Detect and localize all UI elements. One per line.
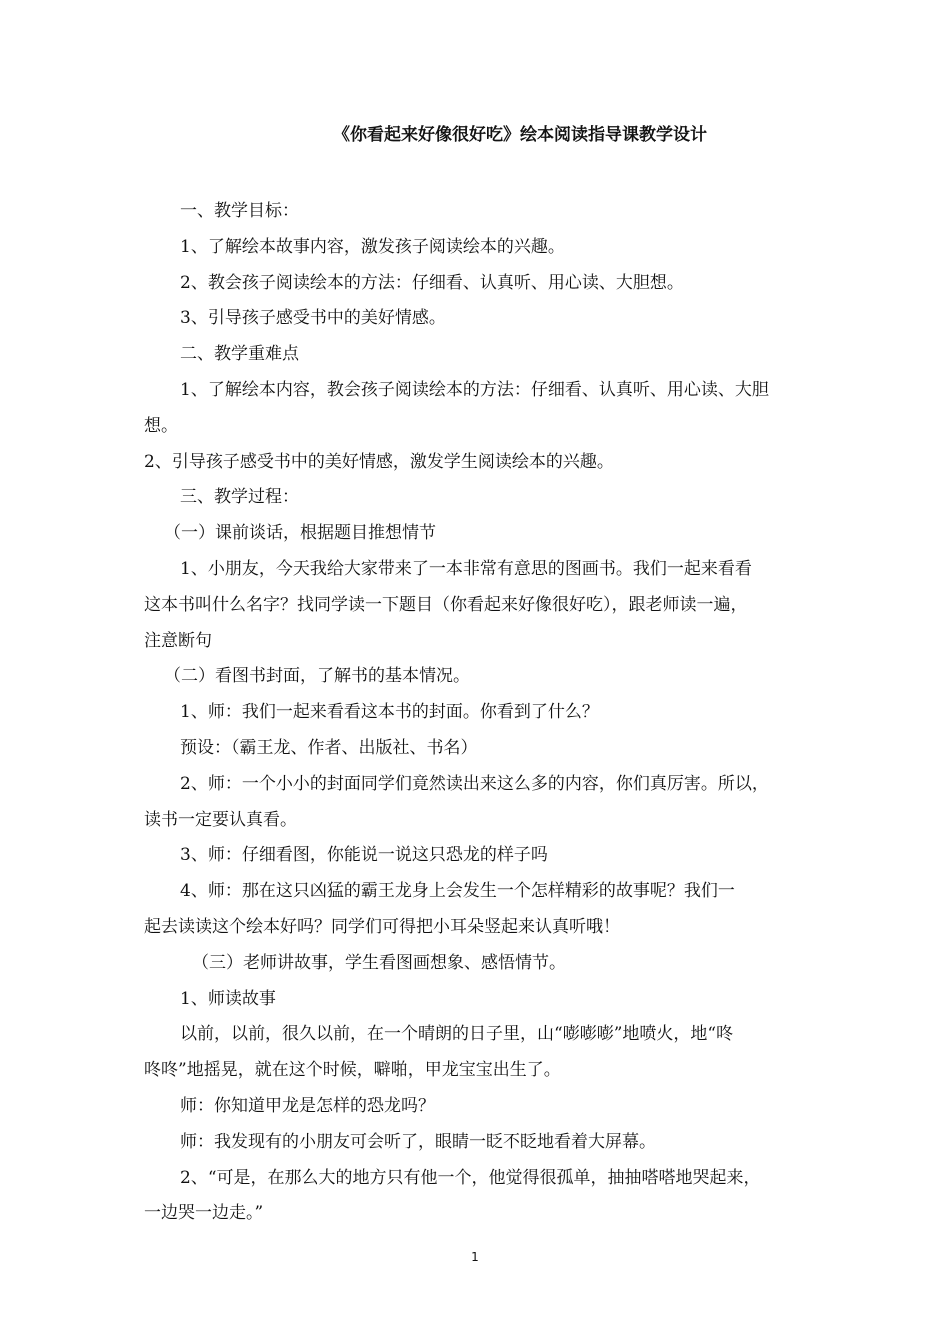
text-line: 1、师：我们一起来看看这本书的封面。你看到了什么？ [180,702,599,723]
text-line: 想。 [144,415,178,436]
text-line: 2、引导孩子感受书中的美好情感，激发学生阅读绘本的兴趣。 [144,451,614,472]
text-line: 咚咚”地摇晃，就在这个时候，噼啪，甲龙宝宝出生了。 [144,1060,561,1081]
text-line: 1、了解绘本内容，教会孩子阅读绘本的方法：仔细看、认真听、用心读、大胆 [180,379,769,400]
document-body [144,194,810,1232]
text-line: 4、师：那在这只凶猛的霸王龙身上会发生一个怎样精彩的故事呢？我们一 [180,881,735,902]
text-line: 起去读读这个绘本好吗？同学们可得把小耳朵竖起来认真听哦！ [144,916,620,937]
text-line: 二、教学重难点 [180,344,299,365]
text-line: 一边哭一边走。” [144,1203,264,1224]
text-line: 读书一定要认真看。 [144,809,297,830]
text-line: 预设：（霸王龙、作者、出版社、书名） [180,737,478,758]
text-line: 1、师读故事 [180,988,276,1009]
text-line: 以前，以前，很久以前，在一个晴朗的日子里，山“嘭嘭嘭”地喷火，地“咚 [180,1024,734,1045]
text-line: 2、师：一个小小的封面同学们竟然读出来这么多的内容，你们真厉害。所以， [180,773,769,794]
text-line: 3、师：仔细看图，你能说一说这只恐龙的样子吗 [180,845,548,866]
text-line: （三）老师讲故事，学生看图画想象、感悟情节。 [192,952,566,973]
text-line: 2、教会孩子阅读绘本的方法：仔细看、认真听、用心读、大胆想。 [180,272,684,293]
text-line: 师：你知道甲龙是怎样的恐龙吗？ [180,1095,435,1116]
text-line: 1、小朋友，今天我给大家带来了一本非常有意思的图画书。我们一起来看看 [180,558,752,579]
text-line: 1、了解绘本故事内容，激发孩子阅读绘本的兴趣。 [180,236,565,257]
text-line: 三、教学过程： [180,487,299,508]
text-line: 3、引导孩子感受书中的美好情感。 [180,308,446,329]
document-title: 《你看起来好像很好吃》绘本阅读指导课教学设计 [333,125,707,145]
text-line: （二）看图书封面，了解书的基本情况。 [164,666,470,687]
text-line: （一）课前谈话，根据题目推想情节 [164,523,436,544]
text-line: 2、“可是，在那么大的地方只有他一个，他觉得很孤单，抽抽嗒嗒地哭起来， [180,1167,761,1188]
text-line: 这本书叫什么名字？找同学读一下题目（你看起来好像很好吃），跟老师读一遍， [144,594,748,615]
text-line: 一、教学目标： [180,201,299,221]
text-line: 注意断句 [144,630,212,651]
page-number: 1 [471,1250,479,1264]
text-line: 师：我发现有的小朋友可会听了，眼睛一眨不眨地看着大屏幕。 [180,1131,656,1152]
